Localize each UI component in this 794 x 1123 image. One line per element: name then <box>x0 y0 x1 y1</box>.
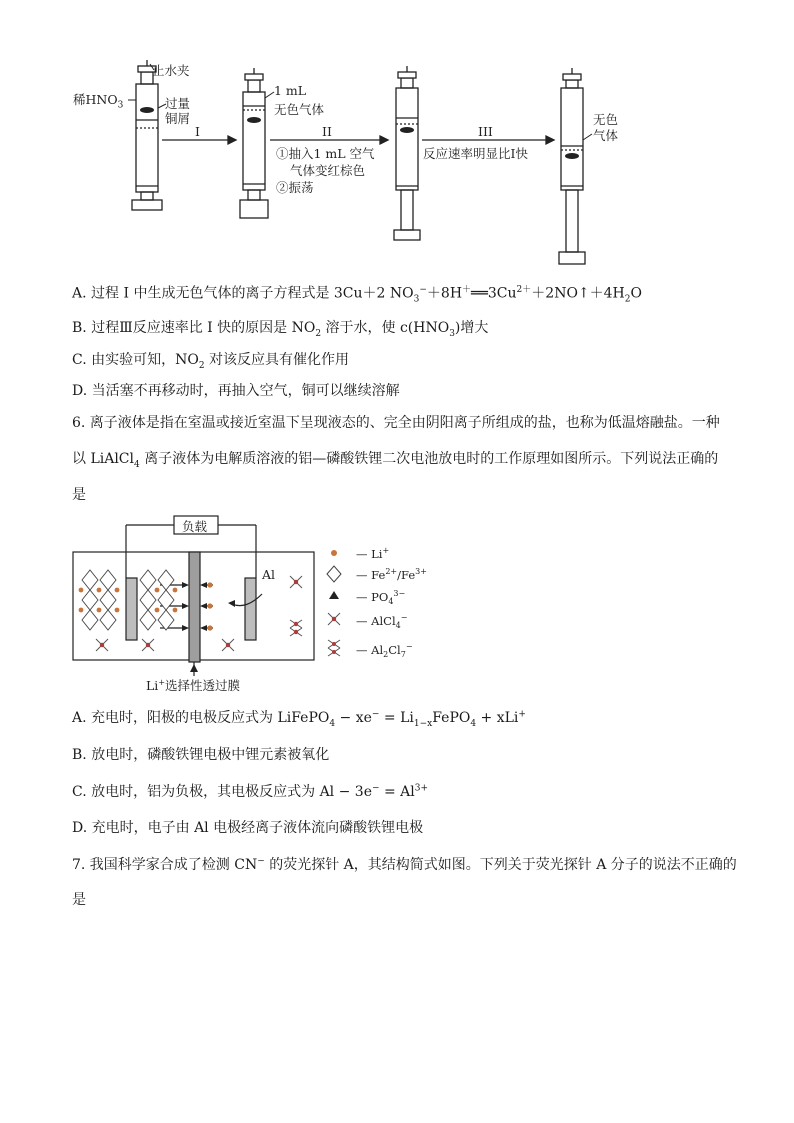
clamp-label: 止水夹 <box>152 63 190 78</box>
copper-label-1: 过量 <box>165 96 191 111</box>
step-3-label: III <box>478 124 493 139</box>
step-2-label: II <box>322 124 332 139</box>
q6-stem-line-3: 是 <box>72 487 86 503</box>
q5-option-b: B. 过程Ⅲ反应速率比 I 快的原因是 $NO_2$ 溶于水，使 $c(HNO_3)$增大 <box>72 320 489 339</box>
legend-fe: — $Fe^{2+}/Fe^{3+}$ <box>356 567 427 582</box>
q6-option-b: B. 放电时，磷酸铁锂电极中锂元素被氧化 <box>72 747 330 763</box>
step-3-note: 反应速率明显比I快 <box>423 146 528 161</box>
gas-label-2b: 气体 <box>593 128 619 143</box>
q6-option-a: A. 充电时，阳极的电极反应式为 LiFePO$_4$ − $xe^- = Li_{1-x}FePO_4 + xLi^+$ <box>72 709 526 729</box>
legend-alcl4: — AlCl$_4$− <box>356 613 408 631</box>
legend-po4: — $PO_4^{3-}$ <box>356 589 406 607</box>
legend-icons <box>327 550 341 656</box>
acid-label: 稀$HNO_3$ <box>73 92 124 111</box>
q6-stem-line-2: 以 LiAlCl$_4$ 离子液体为电解质溶液的铝—磷酸铁锂二次电池放电时的工作原理如图所示。下列说法正确的 <box>72 451 719 470</box>
al-electrode-label: Al <box>262 567 276 582</box>
legend-li: — Li+ <box>356 546 390 561</box>
membrane-label: Li+选择性透过膜 <box>146 677 241 693</box>
q6-option-d: D. 充电时，电子由 Al 电极经离子液体流向磷酸铁锂电极 <box>72 820 424 836</box>
q7-stem-line-2: 是 <box>72 892 86 908</box>
step-2-note-3: ②振荡 <box>276 180 314 195</box>
volume-label: 1 mL <box>274 83 307 98</box>
q7-stem-line-1: 7. 我国科学家合成了检测 CN− 的荧光探针 A，其结构简式如图。下列关于荧光探针 A 分子的说法不正确的 <box>72 856 737 873</box>
q5-option-a: A. 过程 I 中生成无色气体的离子方程式是 3Cu＋2 $NO_3^-+8H^+══3Cu^{2+}+2NO↑+4H_2O$ <box>72 285 642 305</box>
step-2-note-1: ①抽入1 mL 空气 <box>276 146 375 161</box>
gas-label-2a: 无色 <box>593 112 619 127</box>
q6-stem-line-1: 6. 离子液体是指在室温或接近室温下呈现液态的、完全由阴阳离子所组成的盐，也称为低温熔融盐。一种 <box>72 415 720 431</box>
q6-option-c: C. 放电时，铝为负极，其电极反应式为 $Al - 3e^- = Al^{3+}$ <box>72 783 429 800</box>
gas-label-1: 无色气体 <box>274 102 325 117</box>
step-1-label: I <box>195 124 200 139</box>
load-label: 负载 <box>182 519 208 534</box>
copper-label-2: 铜屑 <box>165 111 191 126</box>
q5-option-d: D. 当活塞不再移动时，再抽入空气，铜可以继续溶解 <box>72 383 400 399</box>
q5-option-c: C. 由实验可知，$NO_2$ 对该反应具有催化作用 <box>72 352 350 371</box>
step-2-note-2: 气体变红棕色 <box>290 163 366 178</box>
legend-al2cl7: — $Al_2Cl_7^-$ <box>356 642 413 660</box>
